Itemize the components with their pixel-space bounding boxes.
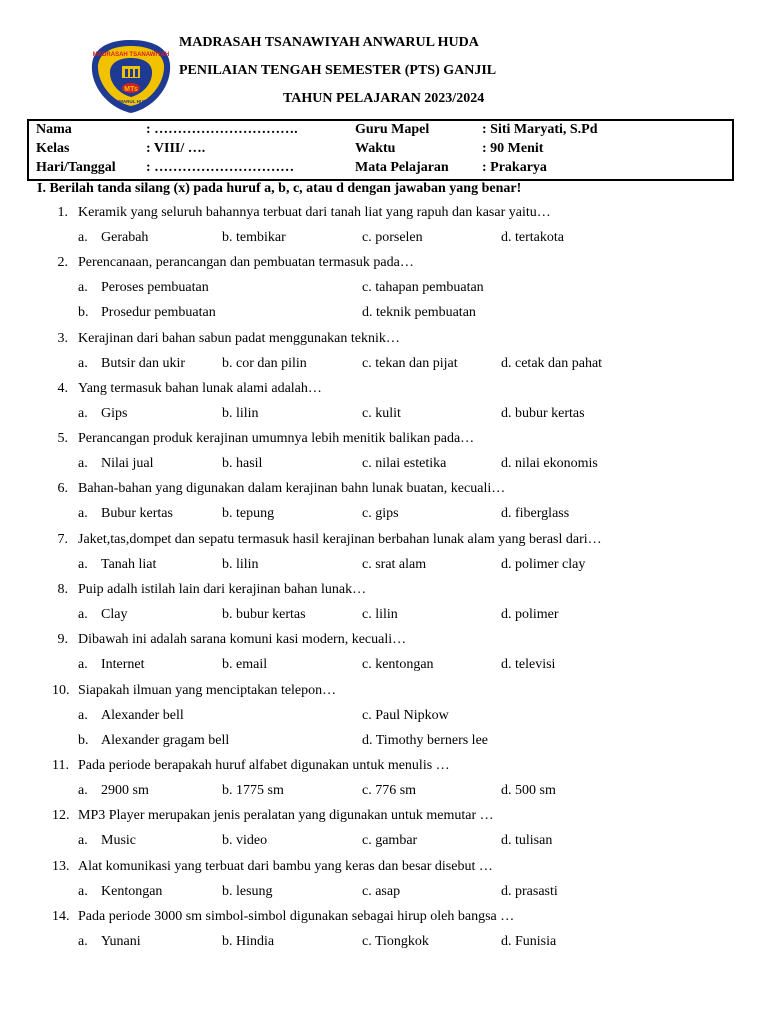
option-b[interactable]: b. video (222, 833, 268, 848)
option-b-letter: b. (78, 733, 89, 748)
question-text: Jaket,tas,dompet dan sepatu termasuk hasil kerajinan berbahan lunak alam yang berasl dari… (78, 532, 602, 547)
option-c[interactable]: c. Paul Nipkow (362, 708, 449, 723)
option-a[interactable]: Kentongan (101, 884, 163, 899)
option-a-letter: a. (78, 456, 88, 471)
option-b-letter: b. (78, 305, 89, 320)
option-d[interactable]: d. prasasti (501, 884, 558, 899)
question-text: Siapakah ilmuan yang menciptakan telepon… (78, 683, 337, 698)
option-d[interactable]: d. polimer (501, 607, 559, 622)
option-a[interactable]: Yunani (101, 934, 141, 949)
option-b[interactable]: b. tembikar (222, 230, 286, 245)
option-c[interactable]: c. gambar (362, 833, 418, 848)
option-b[interactable]: b. email (222, 657, 268, 672)
option-a-letter: a. (78, 406, 88, 421)
option-b[interactable]: b. lilin (222, 557, 259, 572)
option-a-letter: a. (78, 708, 88, 723)
option-a[interactable]: Peroses pembuatan (101, 280, 209, 295)
option-b[interactable]: b. 1775 sm (222, 783, 284, 798)
date-label: Hari/Tanggal (36, 160, 116, 175)
option-a-letter: a. (78, 657, 88, 672)
teacher-label: Guru Mapel (355, 122, 430, 137)
option-d[interactable]: d. tertakota (501, 230, 564, 245)
option-a-letter: a. (78, 280, 88, 295)
option-b[interactable]: Alexander gragam bell (101, 733, 230, 748)
option-c[interactable]: c. gips (362, 506, 399, 521)
option-d[interactable]: d. bubur kertas (501, 406, 585, 421)
time-label: Waktu (355, 141, 396, 156)
option-a-letter: a. (78, 833, 88, 848)
option-c[interactable]: c. kulit (362, 406, 401, 421)
name-field[interactable]: : …………………………. (146, 122, 298, 137)
option-d[interactable]: d. Funisia (501, 934, 557, 949)
option-a[interactable]: Clay (101, 607, 128, 622)
option-a-letter: a. (78, 934, 88, 949)
option-a-letter: a. (78, 607, 88, 622)
question-number: 4. (57, 381, 68, 396)
option-b[interactable]: b. bubur kertas (222, 607, 306, 622)
question-number: 6. (57, 481, 68, 496)
question-text: Puip adalh istilah lain dari kerajinan bahan lunak… (78, 582, 367, 597)
option-a[interactable]: Bubur kertas (101, 506, 173, 521)
question-text: Pada periode berapakah huruf alfabet digunakan untuk menulis … (78, 758, 450, 773)
question-number: 5. (57, 431, 68, 446)
instruction: I. Berilah tanda silang (x) pada huruf a, b, c, atau d dengan jawaban yang benar! (37, 181, 522, 196)
option-a[interactable]: 2900 sm (101, 783, 149, 798)
question-text: Alat komunikasi yang terbuat dari bambu yang keras dan besar disebut … (78, 859, 493, 874)
option-d[interactable]: d. nilai ekonomis (501, 456, 598, 471)
question-number: 11. (52, 758, 69, 773)
option-a-letter: a. (78, 356, 88, 371)
option-a[interactable]: Butsir dan ukir (101, 356, 185, 371)
question-text: Keramik yang seluruh bahannya terbuat dari tanah liat yang rapuh dan kasar yaitu… (78, 205, 551, 220)
question-number: 10. (52, 683, 70, 698)
question-text: Kerajinan dari bahan sabun padat menggunakan teknik… (78, 331, 400, 346)
option-a[interactable]: Nilai jual (101, 456, 154, 471)
question-number: 14. (52, 909, 70, 924)
option-d[interactable]: d. tulisan (501, 833, 553, 848)
option-a[interactable]: Internet (101, 657, 145, 672)
option-c[interactable]: c. porselen (362, 230, 423, 245)
option-c[interactable]: c. nilai estetika (362, 456, 447, 471)
question-number: 12. (52, 808, 70, 823)
option-c[interactable]: c. lilin (362, 607, 398, 622)
option-a[interactable]: Alexander bell (101, 708, 184, 723)
class-field[interactable]: : VIII/ …. (146, 141, 206, 156)
school-name: MADRASAH TSANAWIYAH ANWARUL HUDA (179, 35, 479, 50)
option-c[interactable]: c. kentongan (362, 657, 434, 672)
option-a-letter: a. (78, 230, 88, 245)
option-a[interactable]: Music (101, 833, 136, 848)
logo-ring-text: MADRASAH TSANAWIYAH (92, 52, 170, 58)
subject-label: Mata Pelajaran (355, 160, 449, 175)
option-b[interactable]: b. tepung (222, 506, 275, 521)
option-d[interactable]: d. televisi (501, 657, 556, 672)
question-number: 8. (57, 582, 68, 597)
question-text: MP3 Player merupakan jenis peralatan yang digunakan untuk memutar … (78, 808, 494, 823)
logo-bottom-text: ANWARUL HUDA (112, 99, 150, 104)
school-logo (88, 36, 174, 116)
question-number: 13. (52, 859, 70, 874)
class-label: Kelas (36, 141, 70, 156)
option-c[interactable]: c. srat alam (362, 557, 427, 572)
option-a-letter: a. (78, 884, 88, 899)
option-a-letter: a. (78, 506, 88, 521)
option-b[interactable]: b. lesung (222, 884, 273, 899)
question-text: Perancangan produk kerajinan umumnya lebih menitik balikan pada… (78, 431, 475, 446)
question-number: 3. (57, 331, 68, 346)
option-b[interactable]: b. lilin (222, 406, 259, 421)
option-c[interactable]: c. tekan dan pijat (362, 356, 458, 371)
time-value: : 90 Menit (482, 141, 544, 156)
option-c[interactable]: c. tahapan pembuatan (362, 280, 484, 295)
question-number: 1. (57, 205, 68, 220)
teacher-value: : Siti Maryati, S.Pd (482, 122, 598, 137)
question-text: Yang termasuk bahan lunak alami adalah… (78, 381, 322, 396)
name-label: Nama (36, 122, 72, 137)
option-d[interactable]: d. teknik pembuatan (362, 305, 476, 320)
exam-title: PENILAIAN TENGAH SEMESTER (PTS) GANJIL (179, 63, 497, 78)
question-text: Dibawah ini adalah sarana komuni kasi modern, kecuali… (78, 632, 407, 647)
option-c[interactable]: c. 776 sm (362, 783, 417, 798)
option-b[interactable]: Prosedur pembuatan (101, 305, 216, 320)
option-a[interactable]: Tanah liat (101, 557, 157, 572)
student-info-box (27, 119, 734, 181)
academic-year: TAHUN PELAJARAN 2023/2024 (283, 91, 485, 106)
question-text: Perencanaan, perancangan dan pembuatan termasuk pada… (78, 255, 414, 270)
option-d[interactable]: d. Timothy berners lee (362, 733, 488, 748)
option-a-letter: a. (78, 557, 88, 572)
option-d[interactable]: d. 500 sm (501, 783, 556, 798)
option-a[interactable]: Gerabah (101, 230, 149, 245)
option-c[interactable]: c. Tiongkok (362, 934, 429, 949)
option-d[interactable]: d. cetak dan pahat (501, 356, 603, 371)
question-text: Pada periode 3000 sm simbol-simbol digunakan sebagai hirup oleh bangsa … (78, 909, 515, 924)
option-a[interactable]: Gips (101, 406, 128, 421)
option-b[interactable]: b. hasil (222, 456, 263, 471)
question-number: 2. (57, 255, 68, 270)
option-d[interactable]: d. polimer clay (501, 557, 586, 572)
date-field[interactable]: : ………………………… (146, 160, 295, 175)
question-text: Bahan-bahan yang digunakan dalam kerajinan bahn lunak buatan, kecuali… (78, 481, 506, 496)
option-b[interactable]: b. Hindia (222, 934, 275, 949)
option-c[interactable]: c. asap (362, 884, 401, 899)
question-number: 9. (57, 632, 68, 647)
option-d[interactable]: d. fiberglass (501, 506, 570, 521)
subject-value: : Prakarya (482, 160, 547, 175)
logo-center-text: MTs (124, 86, 138, 93)
question-number: 7. (57, 532, 68, 547)
option-a-letter: a. (78, 783, 88, 798)
option-b[interactable]: b. cor dan pilin (222, 356, 307, 371)
